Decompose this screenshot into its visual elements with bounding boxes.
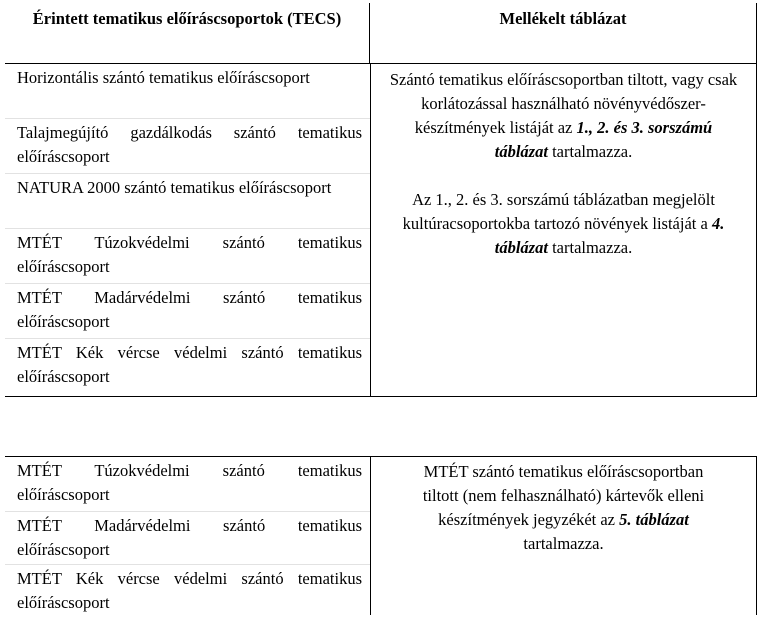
right-description-cell — [370, 64, 757, 397]
p2-end: tartalmazza. — [552, 238, 633, 257]
header-tecs — [5, 3, 370, 64]
table-row: NATURA 2000 szántó tematikus előíráscsoport — [5, 174, 370, 229]
table-row: Horizontális szántó tematikus előíráscsoport — [5, 64, 370, 119]
p1-end: tartalmazza. — [552, 142, 633, 161]
description-paragraph-2 — [387, 188, 740, 260]
table-row: MTÉT Madárvédelmi szántó tematikus előíráscsoport — [5, 284, 370, 339]
tecs-table-2 — [5, 456, 757, 615]
table-row: MTÉT Kék vércse védelmi szántó tematikus előíráscsoport — [17, 569, 362, 612]
p1-text: Szántó tematikus előíráscsoportban tiltott, vagy csak korlátozással használható növényvédőszer-készítmények listáját az — [389, 70, 738, 137]
table-row: MTÉT Madárvédelmi szántó tematikus előíráscsoport — [5, 512, 370, 565]
t2-text: MTÉT szántó tematikus előíráscsoportban tiltott (nem felhasználható) kártevők elleni készítmények jegyzékét az — [422, 462, 705, 529]
t2-end: tartalmazza. — [523, 534, 604, 553]
header-tecs-label: Érintett tematikus előíráscsoportok (TECS) — [32, 9, 342, 28]
description-paragraph — [411, 460, 716, 556]
header-mellekelt-tablazat — [370, 3, 757, 64]
table-row: MTÉT Túzokvédelmi szántó tematikus előíráscsoport — [5, 457, 370, 512]
right-description-cell — [370, 457, 757, 615]
p1-bold-ref: 1., 2. és 3. sorszámú táblázat — [494, 118, 713, 161]
t2-bold-ref: 5. táblázat — [619, 510, 689, 529]
description-paragraph-1 — [387, 68, 740, 164]
table-row: MTÉT Túzokvédelmi szántó tematikus előíráscsoport — [5, 229, 370, 284]
tecs-table-1 — [5, 3, 757, 397]
table-row: MTÉT Kék vércse védelmi szántó tematikus előíráscsoport — [5, 339, 370, 397]
p2-text: Az 1., 2. és 3. sorszámú táblázatban megjelölt kultúracsoportokba tartozó növények listáját a — [402, 190, 715, 233]
table-row: Talajmegújító gazdálkodás szántó tematikus előíráscsoport — [5, 119, 370, 174]
p2-bold-ref: 4. táblázat — [494, 214, 725, 257]
header-mellekelt-label: Mellékelt táblázat — [499, 9, 627, 28]
